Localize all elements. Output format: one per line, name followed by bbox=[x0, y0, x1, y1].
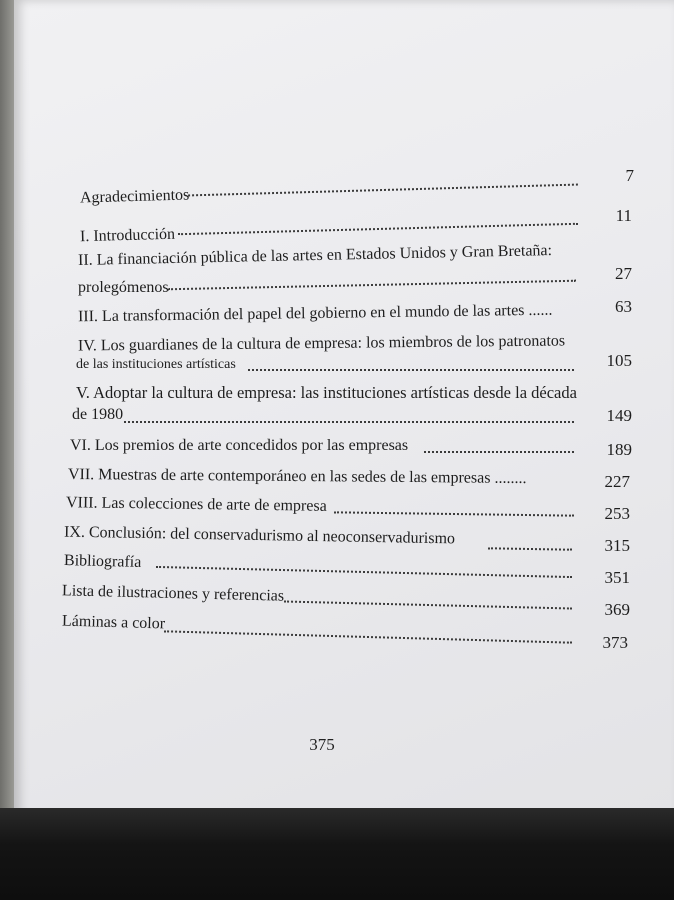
toc-entry-title: Lista de ilustraciones y referencias bbox=[61, 582, 285, 605]
toc-entry-page: 11 bbox=[615, 206, 632, 225]
toc-leader bbox=[424, 451, 574, 453]
toc-entry-title: IX. Conclusión: del conservadurismo al neoconservadurismo bbox=[63, 523, 456, 548]
toc-leader bbox=[334, 511, 574, 516]
toc-entry-title: Láminas a color bbox=[61, 612, 166, 633]
toc-leader bbox=[178, 223, 578, 235]
toc-leader bbox=[124, 421, 574, 423]
toc-entry-page: 27 bbox=[615, 264, 632, 283]
toc-entry-title: VII. Muestras de arte contemporáneo en las sedes de las empresas ........ bbox=[67, 465, 527, 488]
toc-entry-page: 7 bbox=[625, 166, 634, 185]
toc-entry-title-cont: de las instituciones artísticas bbox=[76, 357, 236, 372]
toc-entry-page: 149 bbox=[606, 406, 632, 425]
toc-entry-title: V. Adoptar la cultura de empresa: las instituciones artísticas desde la década bbox=[76, 383, 577, 402]
page-number: 375 bbox=[309, 735, 335, 754]
toc-entry-title: III. La transformación del papel del gobierno en el mundo de las artes ...... bbox=[77, 301, 553, 326]
toc-entry-page: 315 bbox=[604, 536, 630, 555]
toc-entry-page: 105 bbox=[606, 351, 632, 370]
toc-entry-page: 189 bbox=[606, 440, 632, 459]
toc-entry-title: IV. Los guardianes de la cultura de empresa: los miembros de los patronatos bbox=[77, 332, 566, 355]
toc-entry-page: 253 bbox=[604, 504, 630, 523]
toc-entry-title: Bibliografía bbox=[63, 552, 142, 571]
toc-leader bbox=[168, 280, 576, 291]
toc-entry-title: VIII. Las colecciones de arte de empresa bbox=[65, 494, 327, 515]
toc-leader bbox=[248, 369, 574, 371]
toc-entry-title-cont: de 1980 bbox=[72, 406, 124, 423]
toc-entry-title-cont: prolegómenos bbox=[78, 279, 169, 296]
toc-entry-page: 351 bbox=[604, 568, 630, 587]
toc-leader bbox=[284, 600, 572, 609]
toc-entry-page: 369 bbox=[604, 600, 630, 619]
toc-leader bbox=[164, 630, 572, 643]
toc-entry-title: Agradecimientos bbox=[79, 186, 190, 207]
toc-leader bbox=[188, 184, 578, 197]
toc-entry-title: II. La financiación pública de las artes en Estados Unidos y Gran Bretaña: bbox=[77, 242, 553, 269]
toc-entry-title: VI. Los premios de arte concedidos por las empresas bbox=[70, 437, 409, 454]
toc-entry-page: 227 bbox=[604, 472, 630, 491]
background-shadow bbox=[0, 808, 674, 900]
toc-leader bbox=[488, 547, 572, 550]
toc-entry-page: 373 bbox=[602, 633, 628, 652]
toc-entry-title: I. Introducción bbox=[79, 225, 176, 246]
toc-leader bbox=[156, 566, 572, 578]
toc-entry-page: 63 bbox=[615, 297, 632, 316]
